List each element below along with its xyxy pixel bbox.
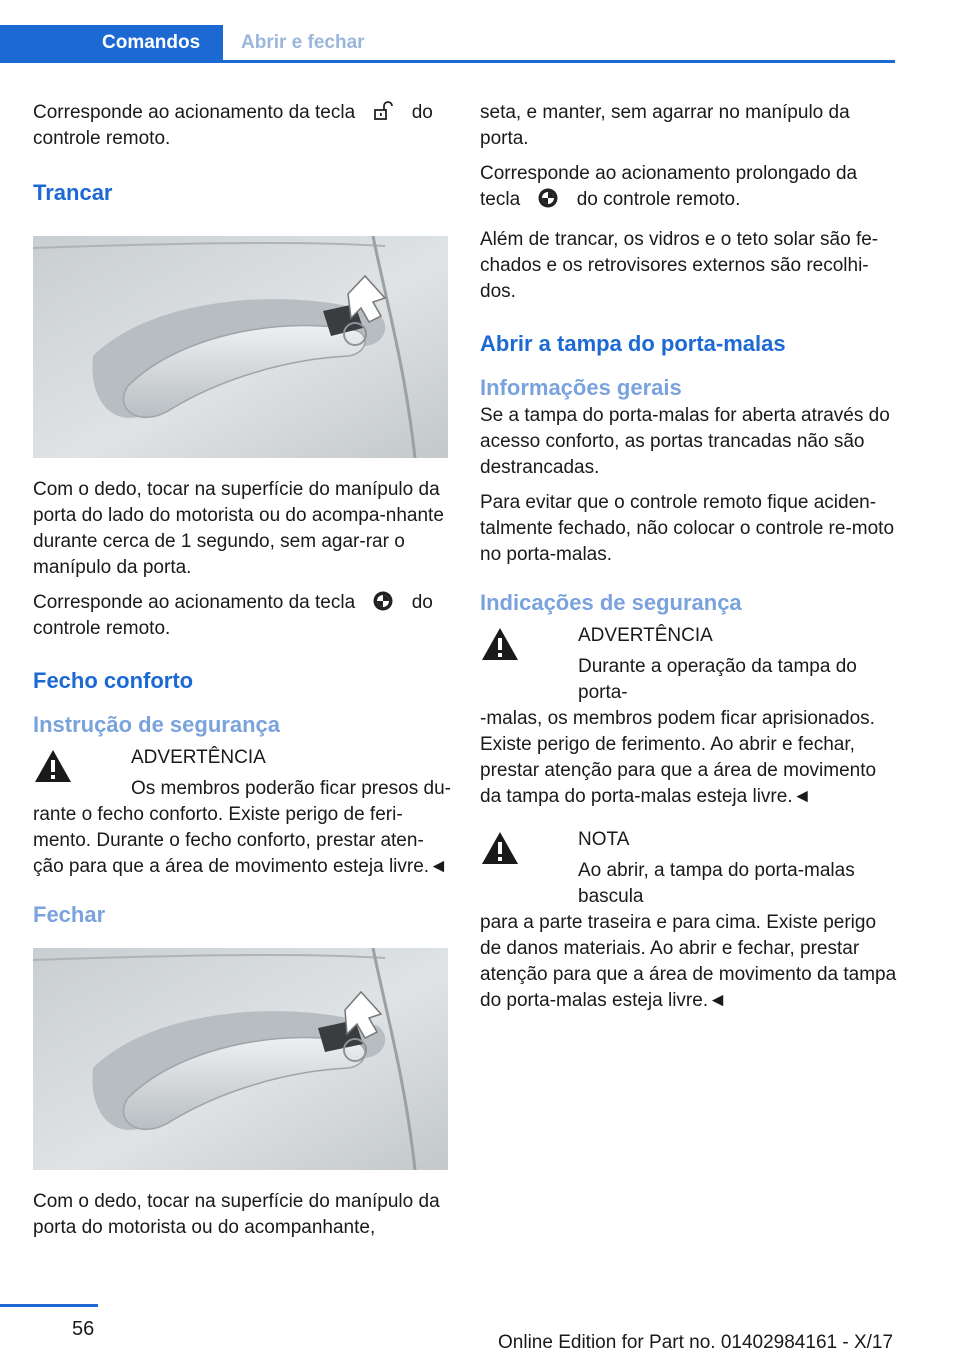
header-tabs — [0, 25, 895, 63]
bmw-logo-key-icon — [372, 590, 394, 612]
paragraph-windows-close: Além de trancar, os vidros e o teto solar são fe-chados e os retrovisores externos são recolhi-dos. — [480, 229, 879, 302]
note-text-first: Ao abrir, a tampa do porta-malas bascula — [578, 860, 855, 907]
warning-text: -malas, os membros podem ficar aprisionados. Existe perigo de ferimento. Ao abrir e fechar, prestar atenção para que a área de movimento da tampa do porta-malas esteja livre.◄ — [480, 708, 877, 807]
paragraph-remote-warning: Para evitar que o controle remoto fique aciden-talmente fechado, não colocar o controle re-moto no porta-malas. — [480, 492, 895, 565]
paragraph-fechar-instruction: Com o dedo, tocar na superfície do manípulo da porta do motorista ou do acompanhante, — [33, 1191, 440, 1238]
warning-text-first: Os membros poderão ficar presos du- — [131, 778, 451, 799]
heading-trancar: Trancar — [33, 180, 113, 205]
paragraph-lock-key — [33, 590, 451, 642]
page-number: 56 — [72, 1318, 95, 1340]
warning-text-first: Durante a operação da tampa do porta- — [578, 656, 857, 703]
heading-instrucao-seguranca: Instrução de segurança — [33, 712, 280, 737]
unlock-icon — [372, 100, 394, 122]
text: Corresponde ao acionamento da tecla — [33, 102, 356, 123]
paragraph-trancar-instruction: Com o dedo, tocar na superfície do manípulo da porta do lado do motorista ou do acompa-nhante durante cerca de 1 segundo, sem agar-rar o manípulo da porta. — [33, 479, 444, 578]
warning-label: ADVERTÊNCIA — [131, 747, 266, 768]
note-label: NOTA — [578, 829, 630, 850]
warning-block — [480, 624, 898, 810]
warning-triangle-icon — [480, 830, 520, 866]
heading-abrir-tampa: Abrir a tampa do porta-malas — [480, 331, 786, 356]
note-text: para a parte traseira e para cima. Existe perigo de danos materiais. Ao abrir e fechar, prestar atenção para que a área de movimento da tampa do porta-malas esteja livre.◄ — [480, 912, 897, 1011]
warning-triangle-icon — [480, 626, 520, 662]
footer-rule — [0, 1304, 98, 1307]
bmw-logo-key-icon — [537, 187, 559, 209]
paragraph-prolonged-key — [480, 161, 898, 213]
door-handle-image — [33, 236, 448, 458]
tab-abrir-e-fechar[interactable]: Abrir e fechar — [241, 32, 365, 53]
warning-block — [33, 746, 451, 880]
paragraph-unlock-key — [33, 100, 451, 152]
edition-label: Online Edition for Part no. 01402984161 - X/17 — [498, 1332, 894, 1353]
text: Corresponde ao acionamento da tecla — [33, 592, 356, 613]
warning-label: ADVERTÊNCIA — [578, 625, 713, 646]
door-handle-image — [33, 948, 448, 1170]
note-block — [480, 828, 898, 1014]
text: Corresponde ao acionamento prolongado da tecla — [480, 163, 858, 210]
text: do controle remoto. — [33, 592, 433, 639]
warning-triangle-icon — [33, 748, 73, 784]
text: do controle remoto. — [576, 189, 741, 210]
text: do controle remoto. — [33, 102, 433, 149]
heading-fecho-conforto: Fecho conforto — [33, 668, 194, 693]
heading-indicacoes-seguranca: Indicações de segurança — [480, 590, 742, 615]
warning-text: rante o fecho conforto. Existe perigo de feri-mento. Durante o fecho conforto, prestar aten-ção para que a área de movimento esteja livre.◄ — [33, 804, 448, 877]
paragraph-trunk-info: Se a tampa do porta-malas for aberta através do acesso conforto, as portas trancadas não são destrancadas. — [480, 405, 890, 478]
heading-fechar: Fechar — [33, 902, 106, 927]
left-column — [33, 100, 451, 1250]
paragraph-continued: seta, e manter, sem agarrar no manípulo da porta. — [480, 102, 850, 149]
heading-informacoes-gerais: Informações gerais — [480, 375, 682, 400]
right-column — [480, 100, 898, 1023]
tab-comandos[interactable]: Comandos — [0, 25, 223, 63]
